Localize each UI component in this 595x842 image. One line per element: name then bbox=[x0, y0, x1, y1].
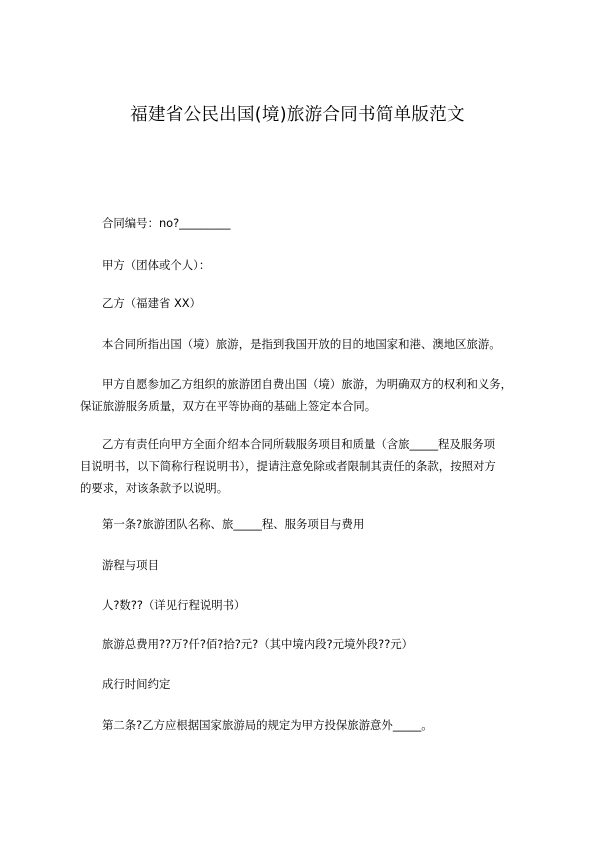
paragraph-responsibility bbox=[80, 433, 525, 499]
party-a-line: 甲方（团体或个人）： bbox=[102, 258, 211, 272]
document-title: 福建省公民出国(境)旅游合同书简单版范文 bbox=[130, 105, 465, 125]
contract-number: 合同编号：no?_________ bbox=[102, 216, 231, 230]
paragraph-voluntary-line: 甲方自愿参加乙方组织的旅游团自费出国（境）旅游，为明确双方的权利和义务， bbox=[102, 377, 513, 391]
schedule-heading: 成行时间约定 bbox=[102, 677, 171, 691]
article-2-line: 第二条?乙方应根据国家旅游局的规定为甲方投保旅游意外_____。 bbox=[102, 718, 433, 732]
paragraph-voluntary bbox=[80, 373, 525, 417]
article-1-heading: 第一条?旅游团队名称、旅_____程、服务项目与费用 bbox=[102, 517, 365, 531]
paragraph-responsibility-line: 目说明书，以下简称行程说明书），提请注意免除或者限制其责任的条款，按照对方 bbox=[80, 459, 496, 473]
headcount-line: 人?数??（详见行程说明书） bbox=[102, 598, 246, 612]
paragraph-voluntary-line: 保证旅游服务质量，双方在平等协商的基础上签定本合同。 bbox=[80, 399, 377, 413]
itinerary-heading: 游程与项目 bbox=[102, 558, 159, 572]
paragraph-scope: 本合同所指出国（境）旅游，是指到我国开放的目的地国家和港、澳地区旅游。 bbox=[102, 337, 501, 351]
party-b-line: 乙方（福建省 XX） bbox=[102, 296, 201, 310]
paragraph-responsibility-line: 的要求，对该条款予以说明。 bbox=[80, 481, 229, 495]
total-cost-line: 旅游总费用??万?仟?佰?拾?元?（其中境内段?元境外段??元） bbox=[102, 637, 414, 651]
paragraph-responsibility-line: 乙方有责任向甲方全面介绍本合同所载服务项目和质量（含旅_____程及服务项 bbox=[102, 437, 495, 451]
